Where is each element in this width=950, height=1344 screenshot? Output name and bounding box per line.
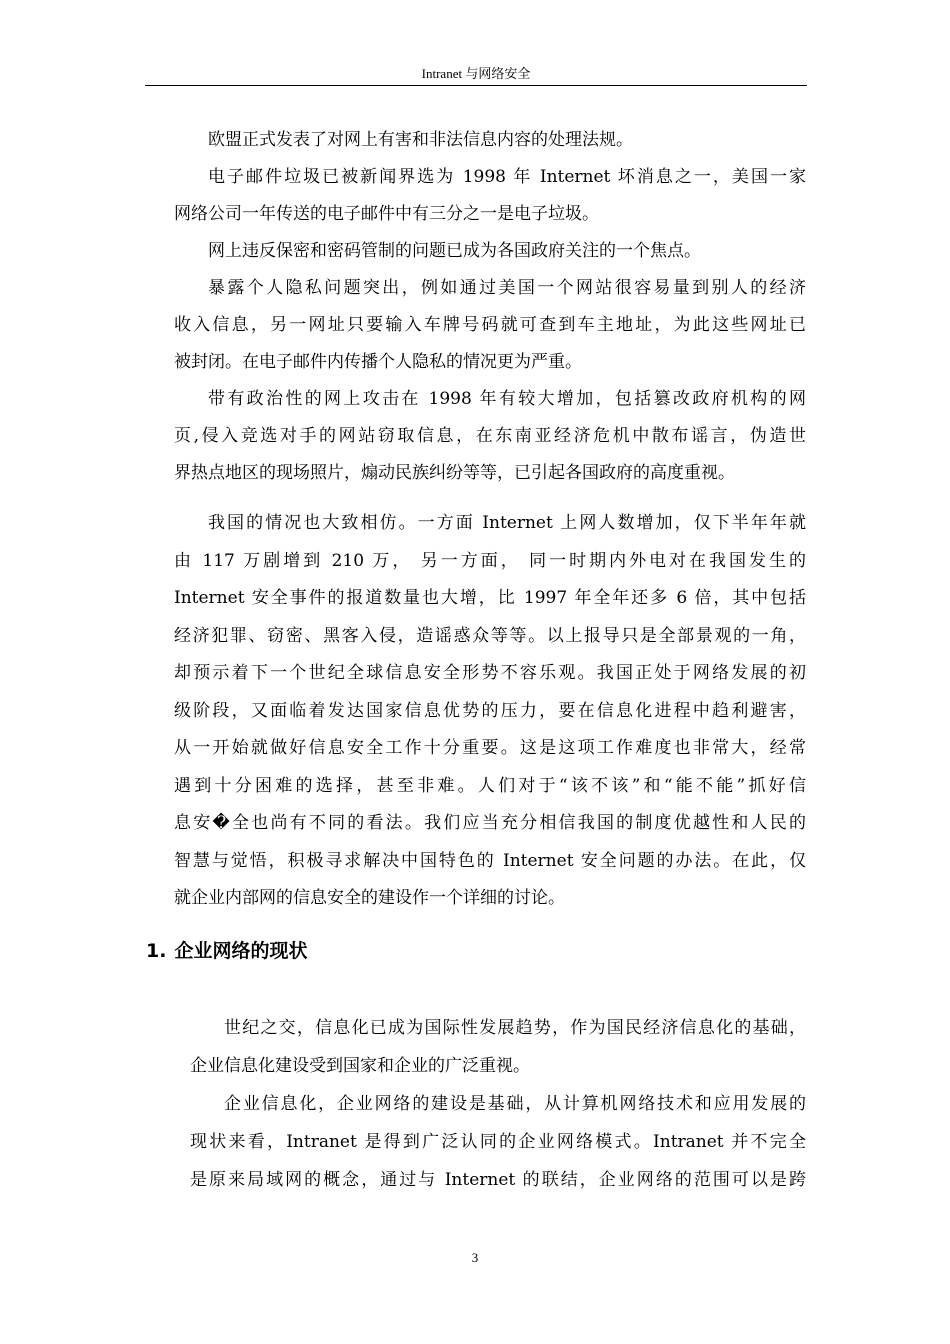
text-line: 智慧与觉悟，积极寻求解决中国特色的 Internet 安全问题的办法。在此，仅 [174,850,806,871]
text-line: 级阶段，又面临着发达国家信息优势的压力，要在信息化进程中趋利避害， [174,700,806,721]
page-number: 3 [471,1250,479,1265]
section-heading [146,937,307,965]
text-line: 息安�全也尚有不同的看法。我们应当充分相信我国的制度优越性和人民的 [174,813,806,833]
text-line: 界热点地区的现场照片，煽动民族纠纷等等，已引起各国政府的高度重视。 [174,463,735,483]
text-line: 网上违反保密和密码管制的问题已成为各国政府关注的一个焦点。 [208,241,701,261]
text-line: 由 117 万剧增到 210 万， 另一方面， 同一时期内外电对在我国发生的 [174,550,806,571]
text-line: 现状来看，Intranet 是得到广泛认同的企业网络模式。Intranet 并不完全 [190,1132,806,1152]
text-line: 却预示着下一个世纪全球信息安全形势不容乐观。我国正处于网络发展的初 [174,663,806,683]
header-rule [145,85,807,86]
paragraph-block-3 [190,1009,806,1199]
text-line: 企业信息化建设受到国家和企业的广泛重视。 [190,1056,530,1076]
running-header: Intranet 与网络安全 [421,66,531,81]
text-line: 是原来局域网的概念，通过与 Internet 的联结，企业网络的范围可以是跨 [190,1170,806,1190]
paragraph-block-1 [174,122,806,492]
text-line: 欧盟正式发表了对网上有害和非法信息内容的处理法规。 [208,130,633,150]
text-line: Internet 安全事件的报道数量也大增，比 1997 年全年还多 6 倍，其中包括 [174,588,806,608]
text-line: 暴露个人隐私问题突出，例如通过美国一个网站很容易量到别人的经济 [208,278,806,298]
paragraph-block-2 [174,505,806,918]
text-line: 世纪之交，信息化已成为国际性发展趋势，作为国民经济信息化的基础， [224,1018,806,1038]
text-line: 企业信息化，企业网络的建设是基础，从计算机网络技术和应用发展的 [224,1094,806,1114]
text-line: 就企业内部网的信息安全的建设作一个详细的讨论。 [174,888,565,908]
text-line: 从一开始就做好信息安全工作十分重要。这是这项工作难度也非常大，经常 [174,738,806,758]
text-line: 经济犯罪、窃密、黑客入侵，造谣惑众等等。以上报导只是全部景观的一角， [174,625,806,646]
text-line: 被封闭。在电子邮件内传播个人隐私的情况更为严重。 [174,352,582,372]
text-line: 遇到十分困难的选择，甚至非难。人们对于“该不该”和“能不能”抓好信 [174,775,806,796]
text-line: 电子邮件垃圾已被新闻界选为 1998 年 Internet 坏消息之一，美国一家 [208,167,806,187]
section-title: 企业网络的现状 [174,940,308,962]
text-line: 我国的情况也大致相仿。一方面 Internet 上网人数增加，仅下半年年就 [208,513,806,533]
section-number: 1. [146,940,167,962]
text-line: 页,侵入竞选对手的网站窃取信息，在东南亚经济危机中散布谣言，伪造世 [174,426,806,446]
text-line: 网络公司一年传送的电子邮件中有三分之一是电子垃圾。 [174,204,599,224]
text-line: 收入信息，另一网址只要输入车牌号码就可查到车主地址，为此这些网址已 [174,315,806,335]
text-line: 带有政治性的网上攻击在 1998 年有较大增加，包括篡改政府机构的网 [208,389,806,409]
